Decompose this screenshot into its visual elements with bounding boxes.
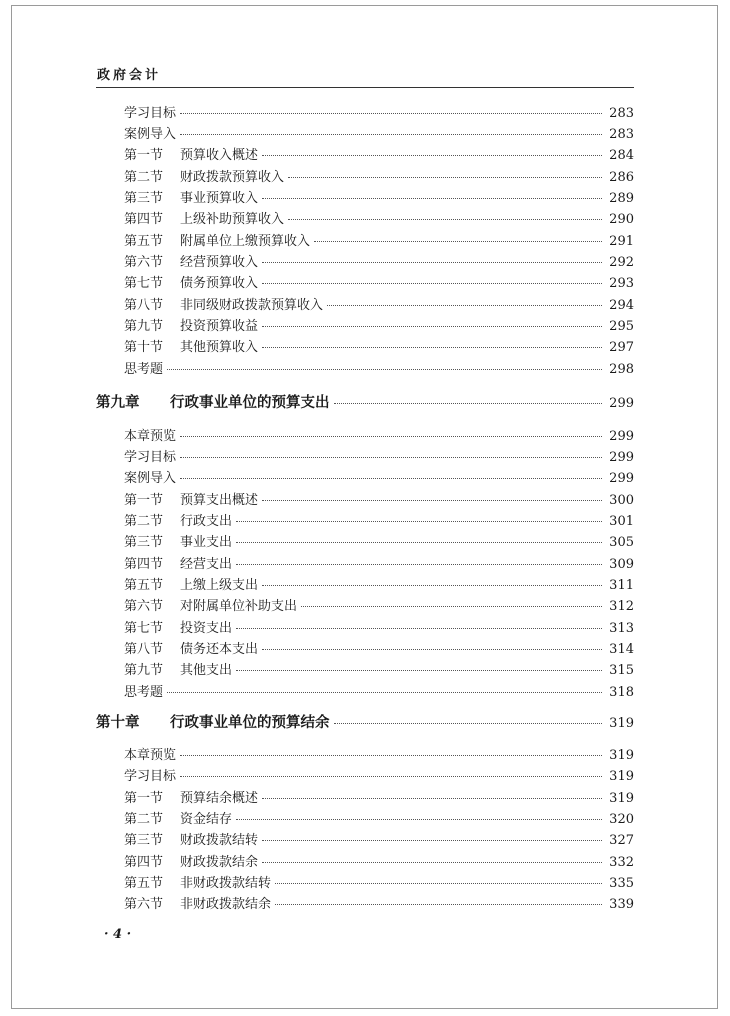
toc-entry-title: 预算收入概述 (180, 148, 259, 163)
toc-entry-title: 本章预览 (124, 429, 177, 444)
toc-entry-title: 学习目标 (124, 450, 177, 465)
toc-entry-page: 318 (609, 685, 634, 700)
toc-section-row (124, 338, 634, 358)
toc-entry-page: 297 (609, 340, 634, 355)
toc-entry-page: 327 (609, 833, 634, 848)
toc-entry-page: 301 (609, 514, 634, 529)
toc-entry-page: 290 (609, 212, 634, 227)
dot-leader (262, 262, 602, 263)
toc-entry-number: 第一节 (124, 493, 164, 508)
toc-section-row (124, 274, 634, 294)
toc-entry-number: 第八节 (124, 642, 164, 657)
toc-entry-page: 315 (609, 663, 634, 678)
toc-entry-page: 300 (609, 493, 634, 508)
toc-section-row (124, 874, 634, 894)
toc-entry-number: 第九节 (124, 319, 164, 334)
toc-entry-number: 第八节 (124, 298, 164, 313)
toc-section-row (124, 491, 634, 511)
toc-entry-number: 第七节 (124, 621, 164, 636)
dot-leader (288, 219, 602, 220)
toc-entry-number: 第三节 (124, 535, 164, 550)
toc-entry-number: 第二节 (124, 170, 164, 185)
toc-section-row (124, 210, 634, 230)
toc-entry-page: 294 (609, 298, 634, 313)
toc-entry-page: 298 (609, 362, 634, 377)
toc-entry-page: 319 (609, 748, 634, 763)
toc-entry-page: 309 (609, 557, 634, 572)
toc-entry-title: 非同级财政拨款预算收入 (180, 298, 324, 313)
dot-leader (167, 369, 602, 370)
toc-entry-number: 第三节 (124, 833, 164, 848)
dot-leader (288, 177, 602, 178)
toc-entry-page: 314 (609, 642, 634, 657)
dot-leader (236, 628, 602, 629)
dot-leader (180, 776, 602, 777)
dot-leader (262, 840, 602, 841)
toc-entry-title: 非财政拨款结余 (180, 897, 272, 912)
toc-entry-number: 第九节 (124, 663, 164, 678)
dot-leader (275, 883, 602, 884)
toc-entry-title: 上级补助预算收入 (180, 212, 285, 227)
dot-leader (262, 198, 602, 199)
toc-entry-title: 债务预算收入 (180, 276, 259, 291)
toc-entry-title: 财政拨款结余 (180, 855, 259, 870)
toc-entry-page: 311 (609, 578, 634, 593)
toc-section-row (124, 789, 634, 809)
toc-section-row (124, 168, 634, 188)
toc-chapter-row (96, 713, 634, 734)
dot-leader (262, 585, 602, 586)
dot-leader (167, 692, 602, 693)
toc-section-row (124, 146, 634, 166)
toc-section-row (124, 767, 634, 787)
toc-section-row (124, 661, 634, 681)
toc-entry-title: 行政事业单位的预算支出 (170, 394, 330, 411)
toc-entry-number: 第六节 (124, 897, 164, 912)
toc-entry-number: 第九章 (96, 394, 140, 411)
dot-leader (275, 904, 602, 905)
dot-leader (262, 862, 602, 863)
toc-entry-title: 事业预算收入 (180, 191, 259, 206)
toc-entry-number: 第十节 (124, 340, 164, 355)
dot-leader (262, 326, 602, 327)
toc-entry-page: 305 (609, 535, 634, 550)
toc-entry-title: 预算支出概述 (180, 493, 259, 508)
toc-section-row (124, 853, 634, 873)
toc-section-row (124, 427, 634, 447)
toc-entry-title: 上缴上级支出 (180, 578, 259, 593)
toc-entry-number: 第五节 (124, 578, 164, 593)
toc-entry-title: 学习目标 (124, 106, 177, 121)
toc-section-row (124, 512, 634, 532)
toc-entry-page: 313 (609, 621, 634, 636)
toc-entry-title: 其他预算收入 (180, 340, 259, 355)
toc-entry-number: 第四节 (124, 212, 164, 227)
toc-entry-number: 第五节 (124, 234, 164, 249)
dot-leader (262, 500, 602, 501)
toc-section-row (124, 555, 634, 575)
toc-section-row (124, 683, 634, 703)
toc-entry-title: 其他支出 (180, 663, 233, 678)
toc-entry-page: 299 (609, 396, 634, 411)
toc-entry-page: 284 (609, 148, 634, 163)
header-rule (96, 87, 634, 88)
dot-leader (236, 819, 602, 820)
dot-leader (262, 283, 602, 284)
toc-entry-page: 283 (609, 127, 634, 142)
toc-entry-title: 思考题 (124, 685, 164, 700)
toc-section-row (124, 360, 634, 380)
dot-leader (236, 542, 602, 543)
toc-entry-title: 思考题 (124, 362, 164, 377)
page-number: · 4 · (104, 927, 132, 942)
dot-leader (327, 305, 602, 306)
dot-leader (180, 436, 602, 437)
toc-entry-number: 第七节 (124, 276, 164, 291)
toc-entry-page: 292 (609, 255, 634, 270)
dot-leader (236, 521, 602, 522)
toc-entry-page: 319 (609, 769, 634, 784)
toc-section-row (124, 810, 634, 830)
toc-section-row (124, 640, 634, 660)
toc-section-row (124, 253, 634, 273)
toc-entry-number: 第二节 (124, 514, 164, 529)
toc-entry-number: 第三节 (124, 191, 164, 206)
toc-entry-title: 行政事业单位的预算结余 (170, 714, 330, 731)
toc-entry-title: 学习目标 (124, 769, 177, 784)
toc-entry-title: 投资预算收益 (180, 319, 259, 334)
toc-entry-number: 第六节 (124, 255, 164, 270)
toc-chapter-row (96, 393, 634, 414)
toc-section-row (124, 125, 634, 145)
toc-entry-number: 第四节 (124, 557, 164, 572)
toc-entry-number: 第一节 (124, 791, 164, 806)
toc-entry-title: 行政支出 (180, 514, 233, 529)
toc-entry-page: 295 (609, 319, 634, 334)
toc-entry-page: 283 (609, 106, 634, 121)
toc-entry-title: 经营支出 (180, 557, 233, 572)
toc-entry-title: 债务还本支出 (180, 642, 259, 657)
toc-entry-page: 286 (609, 170, 634, 185)
toc-section-row (124, 104, 634, 124)
toc-entry-title: 附属单位上缴预算收入 (180, 234, 311, 249)
toc-entry-title: 经营预算收入 (180, 255, 259, 270)
toc-entry-title: 财政拨款预算收入 (180, 170, 285, 185)
toc-section-row (124, 533, 634, 553)
toc-entry-number: 第六节 (124, 599, 164, 614)
toc-entry-number: 第二节 (124, 812, 164, 827)
dot-leader (334, 723, 603, 724)
toc-entry-title: 预算结余概述 (180, 791, 259, 806)
dot-leader (334, 403, 603, 404)
running-header: 政府会计 (97, 68, 162, 83)
dot-leader (180, 113, 602, 114)
toc-section-row (124, 189, 634, 209)
toc-section-row (124, 448, 634, 468)
toc-entry-title: 资金结存 (180, 812, 233, 827)
toc-section-row (124, 317, 634, 337)
toc-entry-number: 第五节 (124, 876, 164, 891)
dot-leader (180, 478, 602, 479)
toc-entry-number: 第十章 (96, 714, 140, 731)
toc-entry-title: 投资支出 (180, 621, 233, 636)
dot-leader (180, 457, 602, 458)
toc-section-row (124, 746, 634, 766)
toc-section-row (124, 576, 634, 596)
toc-entry-page: 335 (609, 876, 634, 891)
toc-entry-page: 293 (609, 276, 634, 291)
dot-leader (262, 798, 602, 799)
toc-entry-page: 299 (609, 429, 634, 444)
dot-leader (262, 155, 602, 156)
toc-section-row (124, 232, 634, 252)
toc-entry-page: 320 (609, 812, 634, 827)
toc-entry-title: 财政拨款结转 (180, 833, 259, 848)
toc-entry-title: 对附属单位补助支出 (180, 599, 298, 614)
toc-entry-number: 第一节 (124, 148, 164, 163)
toc-entry-page: 319 (609, 716, 634, 731)
toc-entry-title: 事业支出 (180, 535, 233, 550)
toc-entry-title: 本章预览 (124, 748, 177, 763)
dot-leader (262, 347, 602, 348)
toc-section-row (124, 831, 634, 851)
toc-entry-number: 第四节 (124, 855, 164, 870)
toc-section-row (124, 895, 634, 915)
toc-entry-page: 332 (609, 855, 634, 870)
toc-entry-title: 案例导入 (124, 471, 177, 486)
toc-entry-page: 312 (609, 599, 634, 614)
dot-leader (314, 241, 602, 242)
toc-section-row (124, 469, 634, 489)
dot-leader (180, 134, 602, 135)
toc-entry-page: 299 (609, 471, 634, 486)
dot-leader (236, 564, 602, 565)
dot-leader (301, 606, 602, 607)
toc-entry-page: 319 (609, 791, 634, 806)
toc-entry-page: 289 (609, 191, 634, 206)
toc-entry-title: 非财政拨款结转 (180, 876, 272, 891)
dot-leader (180, 755, 602, 756)
toc-entry-page: 339 (609, 897, 634, 912)
toc-section-row (124, 619, 634, 639)
toc-entry-page: 291 (609, 234, 634, 249)
toc-section-row (124, 597, 634, 617)
toc-entry-title: 案例导入 (124, 127, 177, 142)
toc-entry-page: 299 (609, 450, 634, 465)
toc-section-row (124, 296, 634, 316)
dot-leader (262, 649, 602, 650)
dot-leader (236, 670, 602, 671)
